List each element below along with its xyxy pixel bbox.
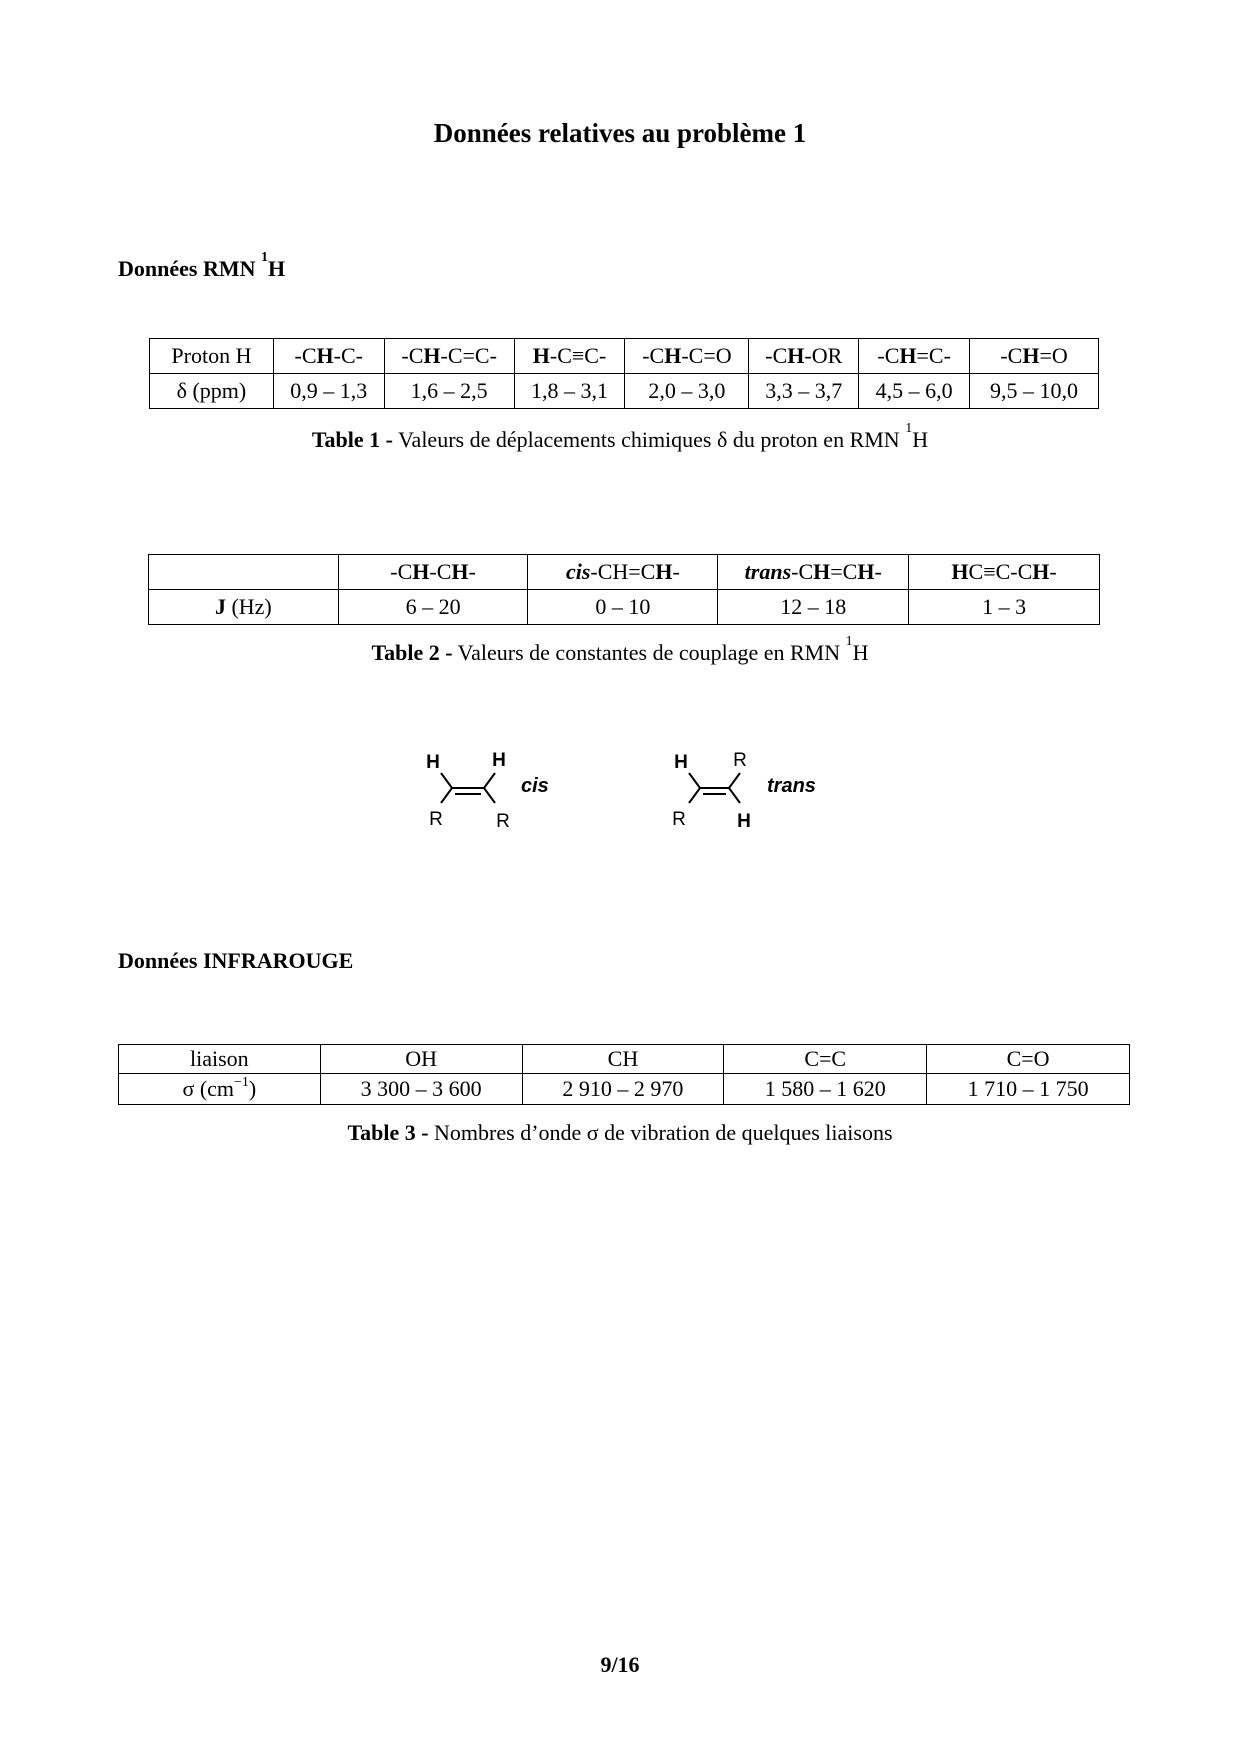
table-cell: 1 580 – 1 620 [724,1074,927,1105]
table3-caption: Table 3 - Nombres d’onde σ de vibration de quelques liaisons [347,1120,893,1145]
table-cell: OH [320,1045,522,1074]
page-number: 9/16 [600,1652,640,1677]
table-cell: 1,8 – 3,1 [514,374,625,409]
table-cell: δ (ppm) [150,374,274,409]
table-cell: 2,0 – 3,0 [625,374,749,409]
table-cell: 1 – 3 [909,590,1100,625]
table-row [119,1074,1130,1105]
trans-r-bottom: R [672,809,686,830]
table-cell: -CH-OR [749,339,859,374]
table-cell: -CH-C=O [625,339,749,374]
trans-h2: H [737,811,751,832]
table-cell: cis-CH=CH- [528,555,718,590]
table-chemical-shifts [149,338,1099,409]
table-cell: C=O [927,1045,1130,1074]
cis-r2: R [496,811,510,832]
table-cell: 0,9 – 1,3 [273,374,384,409]
table-row [149,590,1100,625]
ir-heading: Données INFRAROUGE [118,948,354,973]
table-ir-wavenumbers [118,1044,1130,1105]
table-cell: -CH=C- [859,339,970,374]
table-coupling-constants [148,554,1100,625]
table-cell: 4,5 – 6,0 [859,374,970,409]
table-cell: H-C≡C- [514,339,625,374]
cis-structure [426,750,549,832]
table-row [150,339,1099,374]
table-cell: -CH=O [970,339,1099,374]
table-cell: Proton H [150,339,274,374]
table-row [119,1045,1130,1074]
trans-h1: H [674,752,688,773]
table-cell: CH [522,1045,724,1074]
cis-h2: H [492,750,506,771]
table-cell: liaison [119,1045,321,1074]
trans-r-top: R [733,750,747,771]
table-cell: 1,6 – 2,5 [384,374,514,409]
cis-label: cis [521,775,549,797]
table-cell: 6 – 20 [338,590,528,625]
cis-r1: R [429,809,443,830]
table-cell: HC≡C-CH- [909,555,1100,590]
table-cell [149,555,339,590]
table-cell: -CH-CH- [338,555,528,590]
table-cell: 12 – 18 [718,590,909,625]
table-cell: σ $(cm^{-1})$ [119,1074,321,1105]
page-title: Données relatives au problème 1 [433,118,807,148]
table-cell: 3,3 – 3,7 [749,374,859,409]
table-row [150,374,1099,409]
table2-caption: Table 2 - Valeurs de constantes de couplage en RMN $^1$H [371,634,869,665]
table-row [149,555,1100,590]
table-cell: C=C [724,1045,927,1074]
table-cell: J (Hz) [149,590,339,625]
alkene-structures [0,730,1240,840]
cis-h1: H [426,752,440,773]
table-cell: 3 300 – 3 600 [320,1074,522,1105]
rmn-heading: Données RMN $^1$H [118,250,286,281]
table-cell: -CH-C=C- [384,339,514,374]
table1-caption: Table 1 - Valeurs de déplacements chimiques δ du proton en RMN $^1$H [311,421,929,452]
table-cell: 1 710 – 1 750 [927,1074,1130,1105]
table-cell: trans-CH=CH- [718,555,909,590]
table-cell: 9,5 – 10,0 [970,374,1099,409]
table-cell: 2 910 – 2 970 [522,1074,724,1105]
trans-label: trans [767,775,816,797]
table-cell: 0 – 10 [528,590,718,625]
trans-structure [672,750,816,832]
table-cell: -CH-C- [273,339,384,374]
